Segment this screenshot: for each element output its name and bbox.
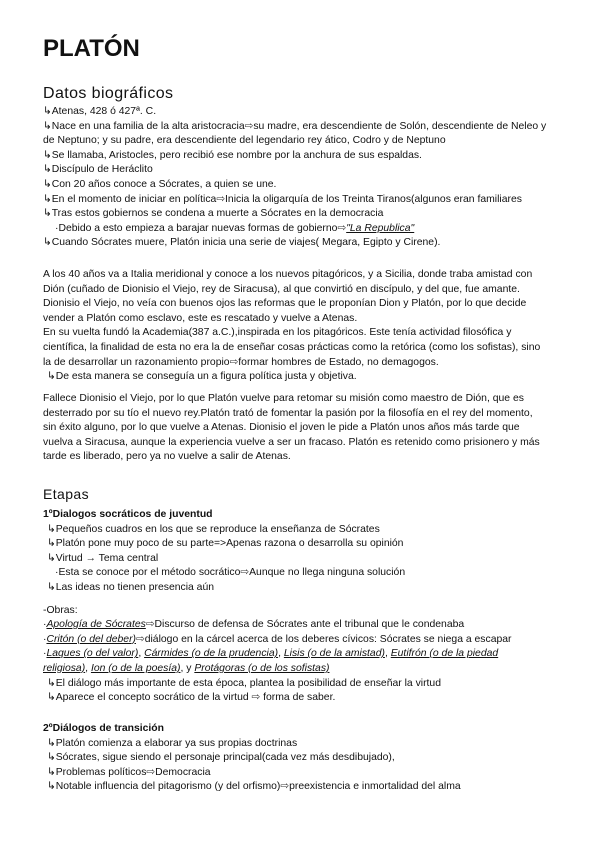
arrow-icon: ⇨ [337, 222, 347, 234]
juventud-section: 1ºDialogos socráticos de juventud ↳Pequeños cuadros en los que se reproduce la enseñanza de Sócrates ↳Platón pone muy poco de su parte=>Apenas razona o desarrolla su opinión ↳Virtud → Tema central ·Esta se conoce por el método socrático⇨Aunque no llega ninguna solución ↳Las ideas no tienen presencia aún -Obras: ·Apología de Sócrates⇨Discurso de defensa de Sócrates ante el tribunal que le condenaba ·Critón (o del deber)⇨diálogo en la cárcel acerca de los deberes cívicos: Sócrates se niega a escapar ·Laques (o del valor), Cármides (o de la prudencia), Lisis (o de la amistad), Eutifrón (o de la piedad religiosa), Ion (o de la poesía), y Protágoras (o de los sofistas) ↳El diálogo más importante de esta época, plantea la posibilidad de enseñar la virtud ↳Aparece el concepto socrático de la virtud ⇨ forma de saber. [43, 508, 583, 706]
obra-link[interactable]: Lisis (o de la amistad) [283, 648, 385, 660]
bio-bullet: ↳Cuando Sócrates muere, Platón inicia una serie de viajes( Megara, Egipto y Cirene). [43, 237, 441, 249]
transicion-section: 2ºDiálogos de transición ↳Platón comienza a elaborar ya sus propias doctrinas ↳Sócrates, sigue siendo el personaje principal(cada vez más desdibujado), ↳Problemas políticos⇨Democracia ↳Notable influencia del pitagorismo (y del orfismo)⇨preexistencia e inmortalidad del alma [43, 722, 583, 795]
bio-bullet: ↳Discípulo de Heráclito [43, 164, 153, 176]
bullet-icon: ↳ [43, 164, 52, 176]
obra-link[interactable]: Protágoras (o de los sofistas) [194, 662, 330, 674]
bullet-icon: ↳ [47, 581, 56, 593]
juventud-title: 1ºDialogos socráticos de juventud [43, 509, 213, 520]
transicion-title: 2ºDiálogos de transición [43, 723, 165, 734]
bio-bullet-list [43, 105, 583, 251]
republica-link[interactable]: "La Republica" [346, 222, 415, 234]
bio-bullet: ↳Atenas, 428 ó 427ª. C. [43, 106, 157, 117]
obra-link[interactable]: Ion (o de la poesía) [90, 662, 181, 674]
bullet-icon: ↳ [43, 193, 52, 205]
arrow-icon: ⇨ [216, 193, 226, 205]
obra-link[interactable]: Critón (o del deber) [46, 633, 136, 645]
arrow-icon: ⇨ [240, 567, 250, 579]
bullet-icon: ↳ [43, 237, 52, 249]
bullet-icon: ↳ [47, 737, 56, 749]
arrow-icon: ⇨ [229, 356, 239, 368]
bullet-icon: ↳ [43, 120, 52, 132]
bio-bullet: ↳Nace en una familia de la alta aristocracia⇨su madre, era descendiente de Solón, descendiente de Neleo y [43, 120, 547, 132]
obra-link[interactable]: Apología de Sócrates [46, 619, 146, 631]
bio-sub-bullet: ·Debido a esto empieza a barajar nuevas formas de gobierno⇨"La Republica" [55, 222, 415, 234]
obra-link[interactable]: Laques (o del valor) [46, 648, 139, 660]
bullet-icon: ↳ [47, 538, 56, 550]
bullet-icon: ↳ [47, 371, 56, 383]
bullet-icon: ↳ [43, 178, 52, 190]
bullet-icon: ↳ [43, 149, 52, 161]
bullet-icon: ↳ [47, 677, 56, 689]
bullet-icon: ↳ [47, 766, 56, 778]
bio-heading: Datos biográficos [43, 85, 174, 102]
bullet-icon: ↳ [43, 106, 52, 117]
arrow-icon: ⇨ [280, 781, 290, 793]
bullet-icon: ↳ [47, 781, 56, 793]
bio-bullet: ↳Tras estos gobiernos se condena a muerte a Sócrates en la democracia [43, 208, 384, 220]
obra-link[interactable]: Cármides (o de la prudencia) [144, 648, 279, 660]
obras-label: -Obras: [43, 604, 78, 616]
etapas-heading: Etapas [43, 486, 89, 502]
arrow-icon: ⇨ [146, 766, 156, 778]
page-title: PLATÓN [43, 35, 140, 62]
bullet-icon: ↳ [47, 692, 56, 704]
bio-paragraph-2: Fallece Dionisio el Viejo, por lo que Platón vuelve para retomar su misión como maestro de Dión, que es desterrado por su tío el nuevo rey.Platón trató de fomentar la pasión por la filosofía en el rey del momento, sin éxito alguno, por lo que vuelve a Atenas. Dionisio el joven le pide a Platón unos años más tarde que vuelva a Siracusa, aunque la experiencia vuelve a ser un fracaso. Platón es retenido como prisionero y más tarde es liberado, pero ya no vuelve a salir de Atenas. [43, 393, 540, 463]
bullet-icon: ↳ [47, 752, 56, 764]
bio-bullet: ↳Con 20 años conoce a Sócrates, a quien se une. [43, 178, 277, 190]
thin-arrow-icon: → [85, 552, 96, 564]
arrow-icon: ⇨ [145, 619, 155, 631]
arrow-icon: ⇨ [136, 633, 145, 645]
bullet-icon: ↳ [47, 523, 56, 535]
bio-paragraph-1: A los 40 años va a Italia meridional y conoce a los nuevos pitagóricos, y a Sicilia, donde traba amistad con Dión (cuñado de Dionisio el Viejo, rey de Siracusa), al que convirtió en discípulo, y del que, fue amante. Dionisio el Viejo, no veía con buenos ojos las reformas que le proponían Dion y Platón, por lo que decide vender a Platón como esclavo, este es rescatado y vuelve a Atenas. En su vuelta fundó la Academia(387 a.C.),inspirada en los pitagóricos. Este tenía actividad filosófica y científica, la finalidad de esta no era la de enseñar cosas prácticas como la retórica (como los sofistas), sino la de desarrollar un razonamiento propio⇨formar hombres de Estado, no demagogos. ↳De esta manera se conseguía un a figura política justa y objetiva. [43, 269, 541, 383]
obra-link[interactable]: Eutifrón (o de la piedad [390, 648, 499, 660]
arrow-icon: ⇨ [244, 120, 254, 132]
obra-link[interactable]: religiosa) [43, 662, 86, 674]
bio-bullet-cont: de Neptuno; y su padre, era descendiente del legendario rey ático, Codro y de Neptuno [43, 135, 446, 147]
bullet-icon: ↳ [43, 208, 52, 220]
bio-bullet: ↳En el momento de iniciar en política⇨Inicia la oligarquía de los Treinta Tiranos(algunos eran familiares [43, 193, 522, 205]
bullet-icon: ↳ [47, 552, 56, 564]
arrow-icon: ⇨ [251, 692, 261, 704]
bio-bullet: ↳Se llamaba, Aristocles, pero recibió ese nombre por la anchura de sus espaldas. [43, 149, 422, 161]
